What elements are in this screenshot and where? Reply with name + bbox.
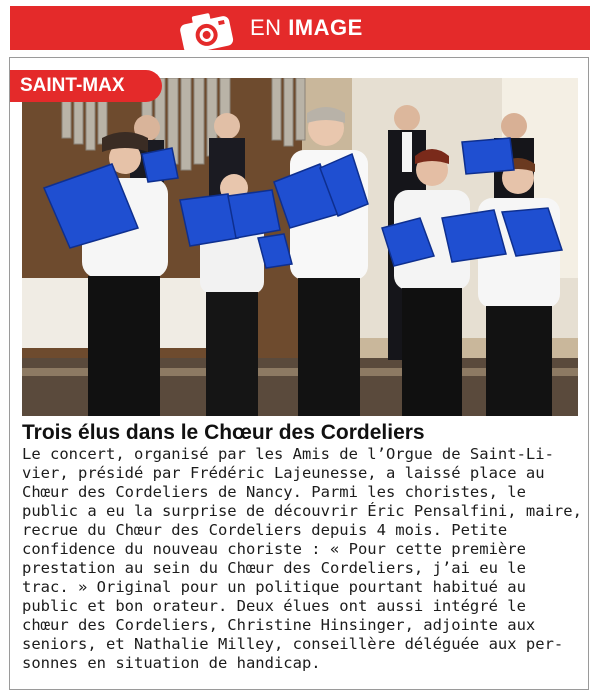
body-line: sonnes en situation de handicap. (22, 654, 321, 672)
section-title (250, 15, 363, 41)
article-headline: Trois élus dans le Chœur des Cordeliers (22, 421, 425, 444)
body-line: confidence du nouveau choriste : « Pour cette première (22, 540, 526, 558)
section-prefix: EN (250, 15, 282, 40)
body-line: Chœur des Cordeliers de Nancy. Parmi les choristes, le (22, 483, 526, 501)
body-line: Le concert, organisé par les Amis de l’Orgue de Saint-Li- (22, 445, 554, 463)
body-line: prestation au sein du Chœur des Cordeliers, j’ai eu le (22, 559, 526, 577)
section-banner (10, 6, 590, 50)
section-word: IMAGE (288, 15, 363, 40)
body-line: public a eu la surprise de découvrir Éric Pensalfini, maire, (22, 502, 582, 520)
body-line: seniors, et Nathalie Milley, conseillère déléguée aux per- (22, 635, 564, 653)
body-line: recrue du Chœur des Cordeliers depuis 4 mois. Petite (22, 521, 508, 539)
article-body (22, 445, 580, 673)
location-tag: SAINT-MAX (10, 70, 162, 102)
body-line: vier, présidé par Frédéric Lajeunesse, a laissé place au (22, 464, 545, 482)
body-line: chœur des Cordeliers, Christine Hinsinger, adjointe aux (22, 616, 536, 634)
camera-icon (175, 8, 237, 52)
article-photo (22, 78, 578, 416)
body-line: trac. » Original pour un politique pourtant habitué au (22, 578, 526, 596)
body-line: public et bon orateur. Deux élues ont aussi intégré le (22, 597, 526, 615)
